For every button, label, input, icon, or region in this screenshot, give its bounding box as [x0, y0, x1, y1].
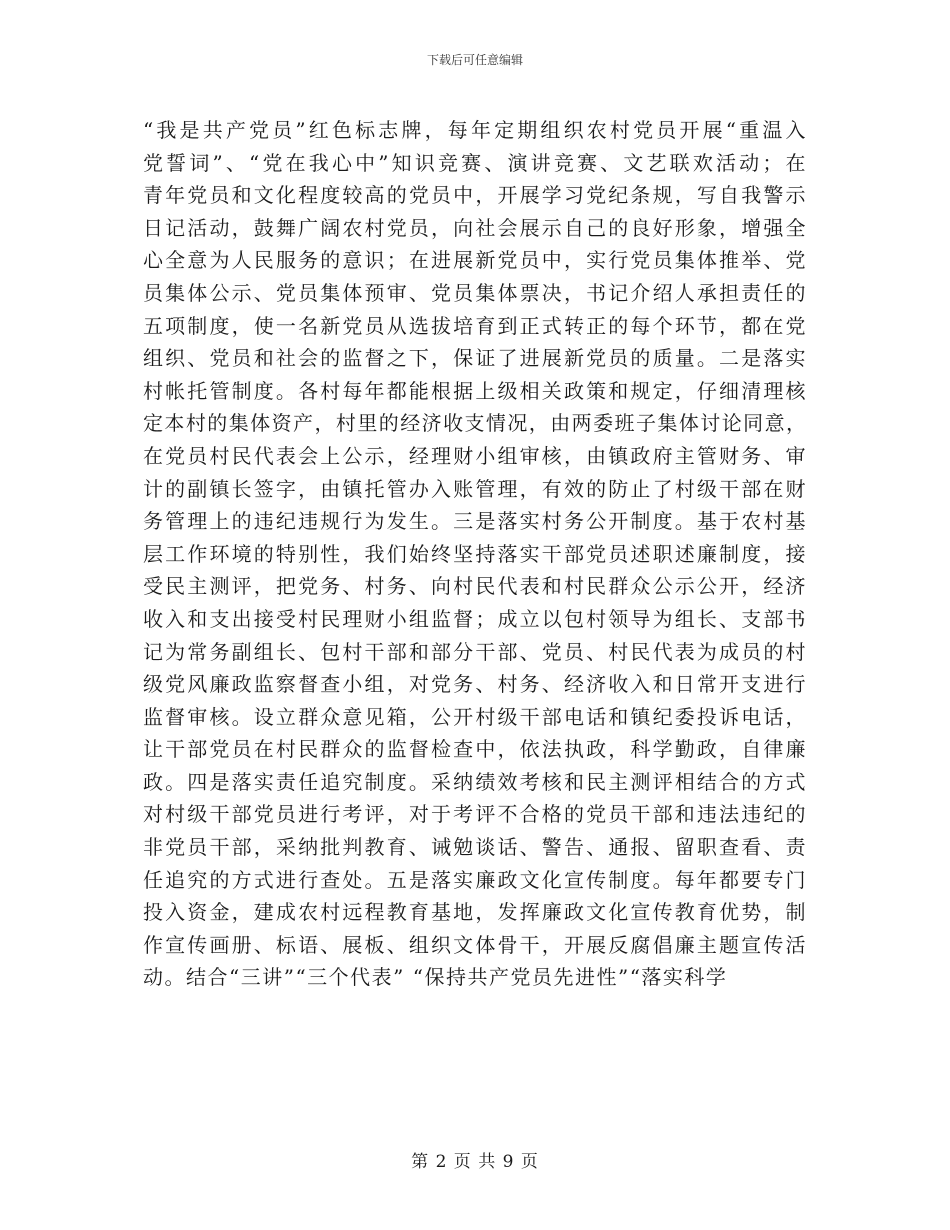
paragraph-line: 作宣传画册、标语、展板、组织文体骨干，开展反腐倡廉主题宣传活 [143, 932, 807, 957]
paragraph-line: 定本村的集体资产，村里的经济收支情况，由两委班子集体讨论同意， [143, 411, 807, 436]
paragraph-line: 员集体公示、党员集体预审、党员集体票决，书记介绍人承担责任的 [143, 280, 807, 305]
paragraph-line: 五项制度，使一名新党员从选拔培育到正式转正的每个环节，都在党 [143, 313, 807, 338]
paragraph-line: 投入资金，建成农村远程教育基地，发挥廉政文化宣传教育优势，制 [143, 900, 807, 925]
paragraph-line: 在党员村民代表会上公示，经理财小组审核，由镇政府主管财务、审 [143, 443, 807, 468]
paragraph-line: 记为常务副组长、包村干部和部分干部、党员、村民代表为成员的村 [143, 639, 807, 664]
paragraph-line: 政。四是落实责任追究制度。采纳绩效考核和民主测评相结合的方式 [143, 769, 807, 794]
page-number-footer: 第 2 页 共 9 页 [411, 1152, 539, 1172]
paragraph-line: 非党员干部，采纳批判教育、诫勉谈话、警告、通报、留职查看、责 [143, 835, 807, 860]
paragraph-line: 日记活动，鼓舞广阔农村党员，向社会展示自己的良好形象，增强全 [143, 215, 807, 240]
paragraph-line: 让干部党员在村民群众的监督检查中，依法执政，科学勤政，自律廉 [143, 737, 807, 762]
paragraph-line: 党誓词”、“党在我心中”知识竞赛、演讲竞赛、文艺联欢活动；在 [143, 150, 807, 175]
paragraph-line: 动。结合“三讲”“三个代表” “保持共产党员先进性”“落实科学 [143, 965, 728, 990]
page-header-note: 下载后可任意编辑 [426, 53, 523, 67]
paragraph-line: 任追究的方式进行查处。五是落实廉政文化宣传制度。每年都要专门 [143, 867, 807, 892]
paragraph-line: 层工作环境的特别性，我们始终坚持落实干部党员述职述廉制度，接 [143, 541, 807, 566]
paragraph-line: 监督审核。设立群众意见箱，公开村级干部电话和镇纪委投诉电话， [143, 704, 807, 729]
paragraph-line: 对村级干部党员进行考评，对于考评不合格的党员干部和违法违纪的 [143, 802, 807, 827]
paragraph-line: 心全意为人民服务的意识；在进展新党员中，实行党员集体推举、党 [143, 248, 807, 273]
paragraph-line: 收入和支出接受村民理财小组监督；成立以包村领导为组长、支部书 [143, 606, 807, 631]
paragraph-line: 组织、党员和社会的监督之下，保证了进展新党员的质量。二是落实 [143, 346, 807, 371]
paragraph-line: “我是共产党员”红色标志牌，每年定期组织农村党员开展“重温入 [143, 118, 807, 142]
paragraph-line: 级党风廉政监察督查小组，对党务、村务、经济收入和日常开支进行 [143, 672, 807, 697]
paragraph-line: 计的副镇长签字，由镇托管办入账管理，有效的防止了村级干部在财 [143, 476, 807, 501]
paragraph-line: 村帐托管制度。各村每年都能根据上级相关政策和规定，仔细清理核 [143, 378, 807, 403]
paragraph-line: 青年党员和文化程度较高的党员中，开展学习党纪条规，写自我警示 [143, 183, 807, 208]
paragraph-line: 务管理上的违纪违规行为发生。三是落实村务公开制度。基于农村基 [143, 509, 807, 534]
document-body [143, 114, 807, 994]
paragraph-line: 受民主测评，把党务、村务、向村民代表和村民群众公示公开，经济 [143, 574, 807, 599]
